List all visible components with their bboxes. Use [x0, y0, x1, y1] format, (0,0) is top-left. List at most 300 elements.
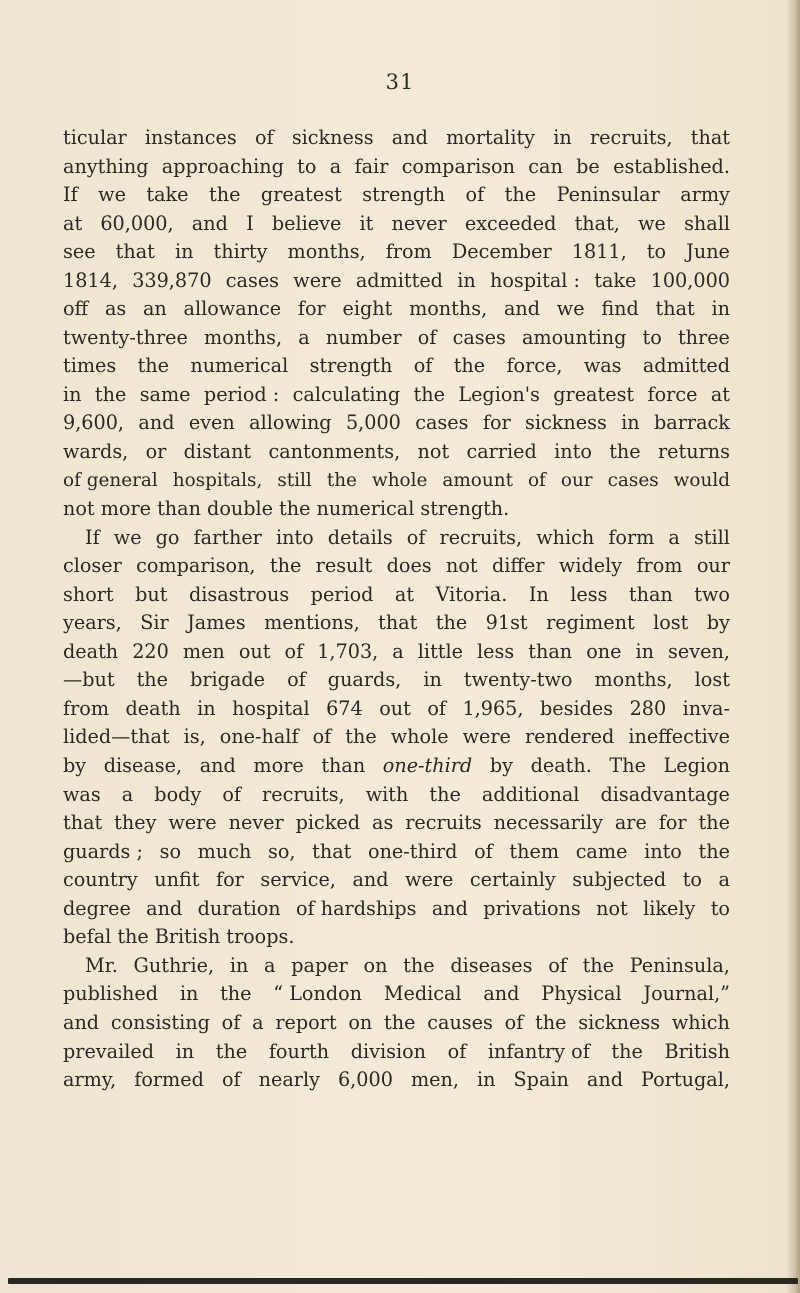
- word: disadvantage: [600, 782, 730, 806]
- word: to: [646, 240, 667, 264]
- word: short: [63, 582, 114, 606]
- word: returns: [657, 440, 730, 464]
- word: out: [238, 639, 271, 663]
- word: lost: [653, 611, 689, 635]
- word: June: [686, 240, 730, 264]
- word: times: [63, 354, 117, 378]
- text-line: [63, 381, 730, 410]
- word: for: [658, 811, 687, 835]
- word: the: [326, 469, 357, 491]
- word: at: [63, 211, 83, 235]
- word: which: [536, 525, 595, 549]
- word: details: [327, 525, 393, 549]
- word: for: [216, 868, 244, 892]
- word: Legion: [663, 754, 730, 778]
- word: were: [168, 811, 217, 835]
- word: force: [647, 382, 698, 406]
- text-line: [63, 1009, 730, 1038]
- word: and: [138, 411, 175, 435]
- word: the: [215, 1039, 248, 1063]
- word: widely: [558, 554, 623, 578]
- word: on: [363, 953, 388, 977]
- word: brigade: [190, 668, 266, 692]
- word: of: [284, 639, 304, 663]
- word: on: [348, 1010, 373, 1034]
- word: numerical: [190, 354, 289, 378]
- word: admitted: [642, 354, 730, 378]
- word: of: [465, 183, 485, 207]
- word: that: [115, 240, 155, 264]
- word: them: [509, 839, 560, 863]
- word: 220: [132, 639, 169, 663]
- word: the: [609, 440, 641, 464]
- word: Guthrie,: [133, 953, 215, 977]
- word: of general: [63, 469, 158, 491]
- bottom-edge-rule: [8, 1278, 798, 1284]
- word: and: [431, 896, 468, 920]
- word: 100,000: [650, 268, 730, 292]
- word: we: [113, 525, 142, 549]
- text-line: [63, 923, 730, 952]
- word: the: [345, 725, 377, 749]
- word: are: [614, 811, 647, 835]
- word: the: [582, 953, 615, 977]
- text-line: [63, 838, 730, 867]
- word: take: [594, 268, 637, 292]
- word: guards ;: [63, 839, 143, 863]
- word: likely: [643, 896, 696, 920]
- word: the: [117, 925, 149, 949]
- word: instances: [144, 126, 237, 149]
- word: we: [556, 297, 585, 321]
- word: division: [350, 1039, 427, 1063]
- text-line: [63, 409, 730, 438]
- word: period :: [203, 382, 280, 406]
- word: wards,: [63, 440, 129, 464]
- word: so: [159, 839, 182, 863]
- word: ineffective: [628, 725, 730, 749]
- word: Medical: [383, 982, 462, 1006]
- word: months,: [594, 668, 673, 692]
- text-line: [63, 153, 730, 182]
- word: certainly: [469, 868, 556, 892]
- word: the: [279, 497, 311, 521]
- word: Mr.: [85, 953, 118, 977]
- word: of: [222, 782, 241, 806]
- word: in: [711, 297, 730, 321]
- word: the: [137, 354, 170, 378]
- word: recruits,: [589, 126, 673, 149]
- word: not more than double: [63, 497, 274, 521]
- word: in: [423, 668, 442, 692]
- text-line: [63, 352, 730, 381]
- word: If: [85, 525, 100, 549]
- word: cases: [415, 411, 469, 435]
- text-line: [63, 295, 730, 324]
- word: the: [611, 1039, 643, 1063]
- word: 1,703,: [317, 639, 379, 663]
- word: force,: [506, 354, 563, 378]
- word: and: [352, 868, 389, 892]
- word: months,: [409, 297, 488, 321]
- word: infantry of: [487, 1039, 590, 1063]
- text-line: [63, 638, 730, 667]
- word: one-third: [368, 839, 458, 863]
- word: and: [586, 1068, 624, 1092]
- word: death.: [530, 754, 592, 778]
- word: of hardships: [296, 896, 417, 920]
- word: guards,: [327, 668, 402, 692]
- word: one: [586, 639, 622, 663]
- word: the: [94, 382, 127, 406]
- word: James: [187, 611, 246, 635]
- word: of: [221, 1068, 241, 1092]
- word: of: [548, 953, 567, 977]
- word: inva-: [682, 696, 730, 720]
- word: befal: [63, 925, 112, 949]
- word: than: [528, 639, 573, 663]
- word: were: [462, 725, 511, 749]
- word: months,: [287, 240, 366, 264]
- word: at: [710, 382, 730, 406]
- word: and: [503, 297, 541, 321]
- word: Spain: [513, 1068, 569, 1092]
- word: in: [197, 696, 216, 720]
- word: were: [293, 268, 342, 292]
- word: shall: [684, 211, 730, 235]
- word: number: [325, 325, 402, 349]
- word: 280: [629, 696, 667, 720]
- word: “ London: [273, 982, 363, 1006]
- word: never: [391, 211, 447, 235]
- word: and: [199, 754, 236, 778]
- word: unfit: [154, 868, 200, 892]
- word: cases: [225, 268, 280, 292]
- word: December: [451, 240, 552, 264]
- word: and: [191, 211, 228, 235]
- word: in: [175, 1039, 195, 1063]
- word: eight: [342, 297, 393, 321]
- word: differ: [491, 554, 545, 578]
- word: troops.: [226, 925, 295, 949]
- word: necessarily: [493, 811, 603, 835]
- word: never: [228, 811, 284, 835]
- word: one-half: [219, 725, 299, 749]
- word: that: [378, 611, 418, 635]
- word: in: [553, 126, 572, 149]
- text-line: [63, 552, 730, 581]
- word: take: [146, 183, 189, 207]
- word: fair: [354, 154, 389, 178]
- word: in: [621, 411, 640, 435]
- word: in: [179, 982, 199, 1006]
- word: greatest: [260, 183, 342, 207]
- word: that: [312, 839, 352, 863]
- word: into: [644, 839, 682, 863]
- word: three: [677, 325, 730, 349]
- word: formed: [134, 1068, 204, 1092]
- word: little: [417, 639, 463, 663]
- word: I: [246, 211, 254, 235]
- text-line: [63, 467, 730, 496]
- word: be: [576, 154, 600, 178]
- text-line: [63, 980, 730, 1009]
- word: a: [252, 1010, 264, 1034]
- word: the: [453, 354, 486, 378]
- word: believe: [271, 211, 342, 235]
- word: even: [188, 411, 235, 435]
- word: than: [628, 582, 673, 606]
- word: would: [673, 469, 730, 491]
- word: not: [446, 554, 478, 578]
- word: does: [386, 554, 432, 578]
- word: of: [427, 696, 446, 720]
- word: of: [504, 1010, 524, 1034]
- word: men,: [410, 1068, 459, 1092]
- word: see: [63, 240, 96, 264]
- text-line: [63, 581, 730, 610]
- word: cantonments,: [268, 440, 401, 464]
- text-line: [63, 324, 730, 353]
- word: or: [145, 440, 167, 464]
- word: the: [698, 811, 730, 835]
- word: sickness: [525, 411, 607, 435]
- word: 339,870: [132, 268, 212, 292]
- word: the: [209, 183, 241, 207]
- word: lided—that: [63, 725, 170, 749]
- text-line: [63, 495, 730, 524]
- word: for: [482, 411, 511, 435]
- word: recruits,: [439, 525, 523, 549]
- word: In: [528, 582, 549, 606]
- word: sickness: [578, 1010, 661, 1034]
- word: from: [63, 696, 110, 720]
- text-line: [63, 666, 730, 695]
- word: of: [474, 839, 493, 863]
- body-text: [63, 124, 730, 1095]
- word: of: [221, 1010, 241, 1034]
- word: in: [229, 953, 249, 977]
- word: barrack: [654, 411, 730, 435]
- word: prevailed: [63, 1039, 155, 1063]
- text-line: [63, 695, 730, 724]
- word: distant: [183, 440, 252, 464]
- word: picked: [295, 811, 361, 835]
- word: British: [664, 1039, 730, 1063]
- word: carried: [466, 440, 537, 464]
- word: nearly: [258, 1068, 320, 1092]
- word: hospitals,: [172, 469, 263, 491]
- word: a: [264, 953, 276, 977]
- word: If: [63, 183, 78, 207]
- word: as: [372, 811, 394, 835]
- word: go: [155, 525, 180, 549]
- word: whole: [371, 469, 428, 491]
- word: of: [406, 525, 426, 549]
- word: of: [527, 469, 546, 491]
- word: cases: [452, 325, 506, 349]
- word: the: [535, 1010, 567, 1034]
- word: Portugal,: [641, 1068, 730, 1092]
- word: lost: [694, 668, 730, 692]
- word: we: [98, 183, 126, 207]
- word: the: [220, 982, 252, 1006]
- word: that: [655, 297, 695, 321]
- word: the: [413, 382, 445, 406]
- text-line: [63, 238, 730, 267]
- word: twenty-two: [463, 668, 573, 692]
- word: causes: [427, 1010, 493, 1034]
- word: still: [277, 469, 312, 491]
- word: army: [680, 183, 730, 207]
- word: was: [63, 782, 101, 806]
- word: of: [447, 1039, 467, 1063]
- word: allowance: [183, 297, 282, 321]
- word: 5,000: [345, 411, 401, 435]
- word: amounting: [521, 325, 627, 349]
- word: of: [312, 725, 332, 749]
- word: off: [63, 297, 89, 321]
- word: which: [671, 1010, 730, 1034]
- word: in: [457, 268, 476, 292]
- text-line: [63, 723, 730, 752]
- word: farther: [193, 525, 262, 549]
- word: Journal,”: [643, 982, 730, 1006]
- word: death: [125, 696, 181, 720]
- word: paper: [291, 953, 348, 977]
- word: of: [254, 126, 274, 149]
- word: by: [489, 754, 513, 778]
- word: a: [392, 639, 404, 663]
- word: with: [365, 782, 409, 806]
- word: from: [636, 554, 683, 578]
- word: established.: [613, 154, 730, 178]
- word: closer: [63, 554, 122, 578]
- word: is,: [183, 725, 206, 749]
- word: 91st: [485, 611, 528, 635]
- word: allowing: [249, 411, 332, 435]
- word: ticular: [63, 126, 127, 149]
- word: our: [560, 469, 593, 491]
- word: came: [575, 839, 628, 863]
- word: degree: [63, 896, 131, 920]
- word: same: [139, 382, 191, 406]
- word: period: [310, 582, 374, 606]
- word: rendered: [524, 725, 615, 749]
- text-line: [63, 124, 730, 153]
- word: in: [635, 639, 654, 663]
- page-number: 31: [385, 70, 415, 94]
- word: in: [174, 240, 194, 264]
- text-line: [63, 952, 730, 981]
- text-line: [63, 181, 730, 210]
- word: the: [504, 183, 537, 207]
- page-edge-shadow: [786, 0, 800, 1293]
- word: as: [104, 297, 127, 321]
- word: 1,965,: [462, 696, 524, 720]
- text-line: [63, 524, 730, 553]
- word: an: [142, 297, 167, 321]
- text-line: [63, 866, 730, 895]
- word: into: [275, 525, 314, 549]
- word: 60,000,: [100, 211, 174, 235]
- word: the: [136, 668, 169, 692]
- word: mentions,: [264, 611, 360, 635]
- word: years,: [63, 611, 122, 635]
- text-line: [63, 438, 730, 467]
- word: in: [476, 1068, 496, 1092]
- word: that: [63, 811, 103, 835]
- word: Physical: [541, 982, 622, 1006]
- word: country: [63, 868, 138, 892]
- word: a: [718, 868, 730, 892]
- word: form: [608, 525, 655, 549]
- word: the: [698, 839, 730, 863]
- word: less: [570, 582, 608, 606]
- word: it: [359, 211, 374, 235]
- word: mortality: [446, 126, 536, 149]
- word: the: [429, 782, 461, 806]
- word: strength: [309, 354, 393, 378]
- word: a: [668, 525, 680, 549]
- word: disastrous: [188, 582, 290, 606]
- word: the: [384, 1010, 416, 1034]
- word: were: [405, 868, 454, 892]
- word: was: [583, 354, 622, 378]
- word: greatest: [553, 382, 635, 406]
- word: numerical: [316, 497, 415, 521]
- word: comparison: [401, 154, 515, 178]
- word: for: [297, 297, 326, 321]
- word: men: [182, 639, 225, 663]
- text-line: [63, 1038, 730, 1067]
- word: the: [269, 554, 302, 578]
- word: published: [63, 982, 159, 1006]
- word: can: [528, 154, 563, 178]
- word: but: [135, 582, 168, 606]
- word: exceeded: [464, 211, 557, 235]
- word: so,: [267, 839, 296, 863]
- word: Legion's: [458, 382, 540, 406]
- word: one-third: [382, 754, 473, 778]
- word: to: [642, 325, 662, 349]
- word: more: [253, 754, 304, 778]
- word: strength.: [420, 497, 510, 521]
- word: calculating: [292, 382, 401, 406]
- word: that,: [574, 211, 620, 235]
- word: still: [693, 525, 730, 549]
- word: consisting: [110, 1010, 210, 1034]
- word: and: [146, 896, 183, 920]
- text-line: [63, 809, 730, 838]
- word: hospital: [232, 696, 310, 720]
- word: of: [413, 354, 433, 378]
- word: we: [638, 211, 666, 235]
- word: result: [315, 554, 373, 578]
- word: besides: [539, 696, 614, 720]
- word: hospital :: [489, 268, 580, 292]
- word: in: [63, 382, 82, 406]
- word: the: [435, 611, 468, 635]
- word: and: [63, 1010, 100, 1034]
- word: that: [690, 126, 730, 149]
- word: to: [710, 896, 730, 920]
- text-line: [63, 781, 730, 810]
- word: duration: [197, 896, 281, 920]
- word: seven,: [668, 639, 730, 663]
- word: to: [297, 154, 317, 178]
- word: recruits,: [262, 782, 345, 806]
